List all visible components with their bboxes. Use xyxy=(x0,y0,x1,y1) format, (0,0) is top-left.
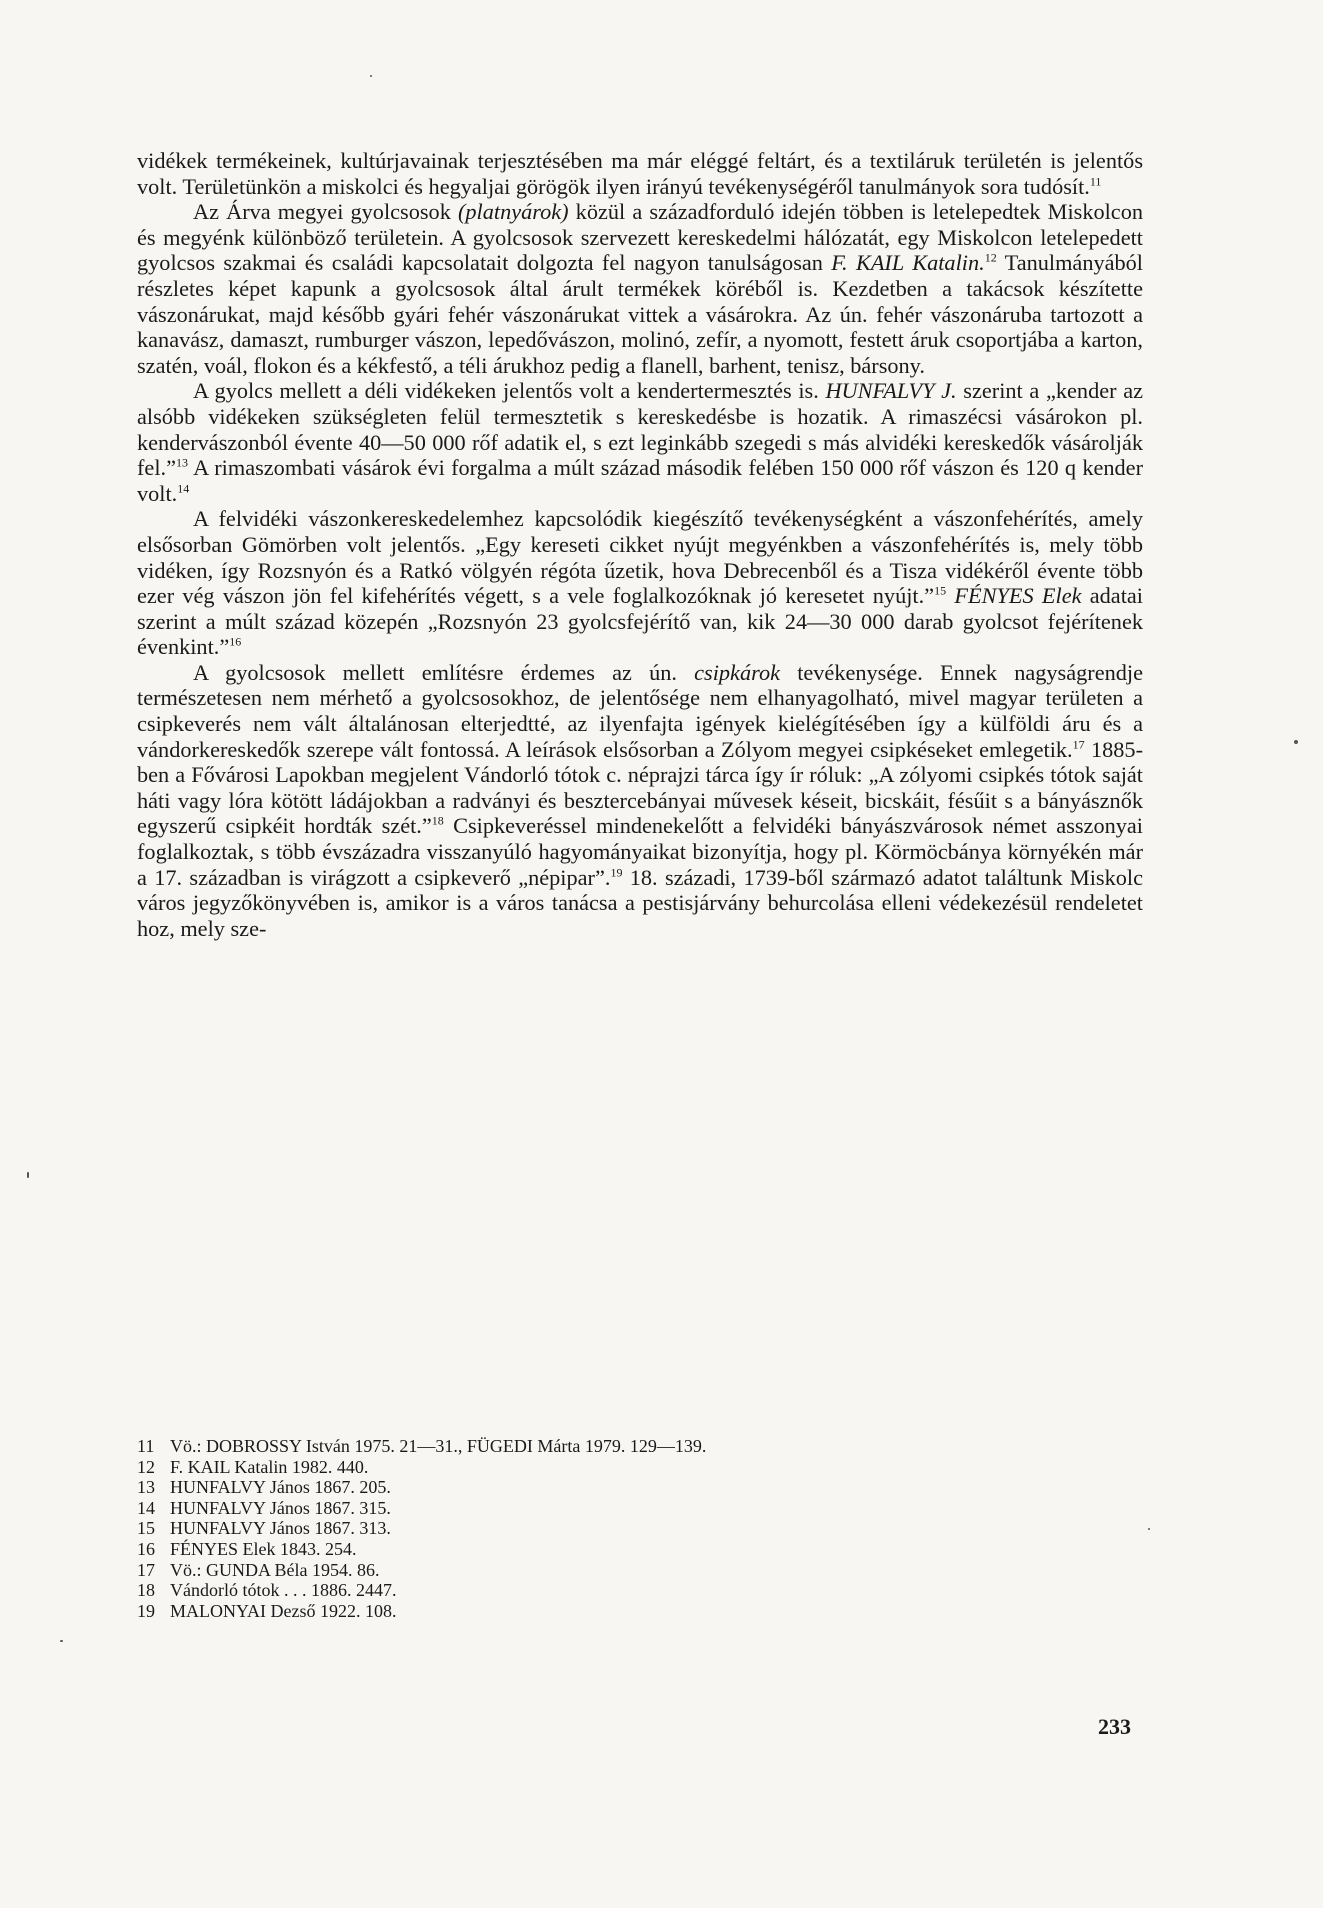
footnote-number: 15 xyxy=(137,1518,155,1539)
text-run: A felvidéki vászonkereskedelemhez kapcsolódik kiegészítő tevékenységként a vászonfehérítés, amely elsősorban Gömörben volt jelentős. „Egy kereseti cikket nyújt megyénkben a vászonfehérítés is, mely több vidéken, így Rozsnyón és a Ratkó völgyén régóta űzetik, hova Debrecenből és a Tisza vidékéről évente több ezer vég vászon jön fel kifehérítés végett, s a vele foglalkozóknak jó keresetet nyújt.” xyxy=(137,506,1143,609)
footnote xyxy=(137,1518,1143,1539)
page-number: 233 xyxy=(1098,1714,1131,1739)
footnote-text: FÉNYES Elek 1843. 254. xyxy=(170,1538,357,1559)
paragraph xyxy=(137,378,1143,506)
text-run: 18. századi, 1739-ből származó adatot találtunk Miskolc város jegyzőkönyvében is, amikor is a város tanácsa a pestisjárvány behurcolása elleni védekezésül rendeletet hoz, mely sze- xyxy=(137,864,1143,941)
text-run: vidékek termékeinek, kultúrjavainak terjesztésében ma már eléggé feltárt, és a textiláruk területén is jelentős volt. Területünkön a miskolci és hegyaljai görögök ilyen irányú tevékenységéről tanulmányok sora tudósít. xyxy=(137,148,1143,199)
footnote-text: HUNFALVY János 1867. 205. xyxy=(170,1477,391,1498)
italic-text: HUNFALVY J. xyxy=(825,378,957,404)
footnote-reference: 17 xyxy=(1072,737,1085,752)
scan-speck xyxy=(1148,1528,1150,1530)
main-text xyxy=(137,148,1143,941)
footnote-reference: 11 xyxy=(1089,174,1102,189)
text-run: 1885-ben a Fővárosi Lapokban megjelent Vándorló tótok c. néprajzi tárca így ír róluk: „A zólyomi csipkés tótok saját háti vagy lóra kötött ládájokban a radványi és besztercebányai művesek késeit, bicskáit, fésűit s a bányásznők egyszerű csipkéit hordták szét.” xyxy=(137,736,1143,839)
footnote-reference: 18 xyxy=(431,814,444,829)
footnote-number: 17 xyxy=(137,1559,155,1580)
scan-speck xyxy=(370,75,372,77)
footnote xyxy=(137,1539,1143,1560)
text-run: szerint a „kender az alsóbb vidékeken szükségleten felül termesztetik s kereskedésbe is hozatik. A rimaszécsi vásárokon pl. kendervászonból évente 40—50 000 rőf adatik el, s ezt leginkább szegedi s más alvidéki kereskedők vásárolják fel.” xyxy=(137,378,1143,481)
footnote xyxy=(137,1498,1143,1519)
footnote-number: 16 xyxy=(137,1538,155,1559)
footnote xyxy=(137,1436,1143,1457)
footnote-text: MALONYAI Dezső 1922. 108. xyxy=(170,1600,397,1621)
footnote-text: F. KAIL Katalin 1982. 440. xyxy=(170,1456,369,1477)
footnote-number: 14 xyxy=(137,1497,155,1518)
paragraph xyxy=(137,199,1143,378)
italic-text: F. KAIL Katalin. xyxy=(831,250,985,276)
text-run: tevékenysége. Ennek nagyságrendje természetesen nem mérhető a gyolcsosokhoz, de jelentősége nem elhanyagolható, mivel magyar területen a csipkeverés nem vált általánosan elterjedtté, az ilyenfajta igények kielégítésében így a külföldi áru és a vándorkereskedők szerepe vált fontossá. A leírások elsősorban a Zólyom megyei csipkéseket emlegetik. xyxy=(137,659,1143,762)
footnote-text: HUNFALVY János 1867. 313. xyxy=(170,1518,391,1539)
text-run: Tanulmányából részletes képet kapunk a gyolcsosok által árult termékek köréből is. Kezdetben a takácsok készítette vászonárukat, majd később gyári fehér vászonárukat vittek a vásárokra. Az ún. fehér vászonáruba tartozott a kanavász, damaszt, rumburger vászon, lepedővászon, molinó, zefír, a nyomott, festett áruk csoportjába a karton, szatén, voál, flokon és a kékfestő, a téli árukhoz pedig a flanell, barhent, tenisz, bársony. xyxy=(137,250,1144,378)
footnote xyxy=(137,1477,1143,1498)
text-run: Csipkeveréssel mindenekelőtt a felvidéki bányászvárosok német asszonyai foglalkoztak, s több évszázadra visszanyúló hagyományaikat bizonyítja, hogy pl. Körmöcbánya környékén már a 17. században is virágzott a csipkeverő „népipar”. xyxy=(137,813,1143,890)
footnote-number: 13 xyxy=(137,1477,155,1498)
footnote-text: HUNFALVY János 1867. 315. xyxy=(170,1497,391,1518)
footnote-number: 12 xyxy=(137,1456,155,1477)
footnote xyxy=(137,1580,1143,1601)
text-run: Az Árva megyei gyolcsosok xyxy=(193,199,458,225)
footnote-number: 11 xyxy=(137,1436,155,1456)
paragraph xyxy=(137,148,1143,199)
footnote-text: Vö.: GUNDA Béla 1954. 86. xyxy=(170,1559,380,1580)
text-run: közül a századforduló idején többen is letelepedtek Miskolcon és megyénk különböző területein. A gyolcsosok szervezett kereskedelmi hálózatát, egy Miskolcon letelepedett gyolcsos szakmai és családi kapcsolatait dolgozta fel nagyon tanulságosan xyxy=(137,199,1143,276)
text-run: A gyolcsosok mellett említésre érdemes az ún. xyxy=(193,659,695,685)
italic-text: csipkárok xyxy=(694,659,780,685)
scan-speck xyxy=(1294,740,1298,744)
footnote-text: Vándorló tótok . . . 1886. 2447. xyxy=(170,1580,397,1601)
footnotes xyxy=(137,1436,1143,1621)
footnote xyxy=(137,1601,1143,1622)
footnote-reference: 12 xyxy=(984,250,997,265)
paragraph xyxy=(137,506,1143,660)
text-run: adatai szerint a múlt század közepén „Rozsnyón 23 gyolcsfejérítő van, kik 24—30 000 darab gyolcsot fejérítenek évenkint.” xyxy=(137,583,1143,660)
scan-speck xyxy=(27,1172,29,1178)
footnote-reference: 13 xyxy=(176,455,188,470)
footnote xyxy=(137,1457,1143,1478)
footnote-reference: 15 xyxy=(934,583,947,598)
footnote-reference: 19 xyxy=(610,865,623,880)
footnote-number: 19 xyxy=(137,1600,155,1621)
footnote-text: Vö.: DOBROSSY István 1975. 21—31., FÜGEDI Márta 1979. 129—139. xyxy=(170,1436,707,1456)
footnote-reference: 16 xyxy=(229,634,242,649)
text-run: A gyolcs mellett a déli vidékeken jelentős volt a kendertermesztés is. xyxy=(193,378,826,404)
footnote xyxy=(137,1560,1143,1581)
scan-speck xyxy=(60,1640,63,1642)
italic-text: FÉNYES Elek xyxy=(954,583,1082,609)
text-run: A rimaszombati vásárok évi forgalma a múlt század második felében 150 000 rőf vászon és 120 q kender volt. xyxy=(137,455,1143,506)
italic-text: (platnyárok) xyxy=(457,199,569,225)
footnote-reference: 14 xyxy=(177,481,190,496)
paragraph xyxy=(137,660,1143,942)
footnote-number: 18 xyxy=(137,1580,155,1601)
